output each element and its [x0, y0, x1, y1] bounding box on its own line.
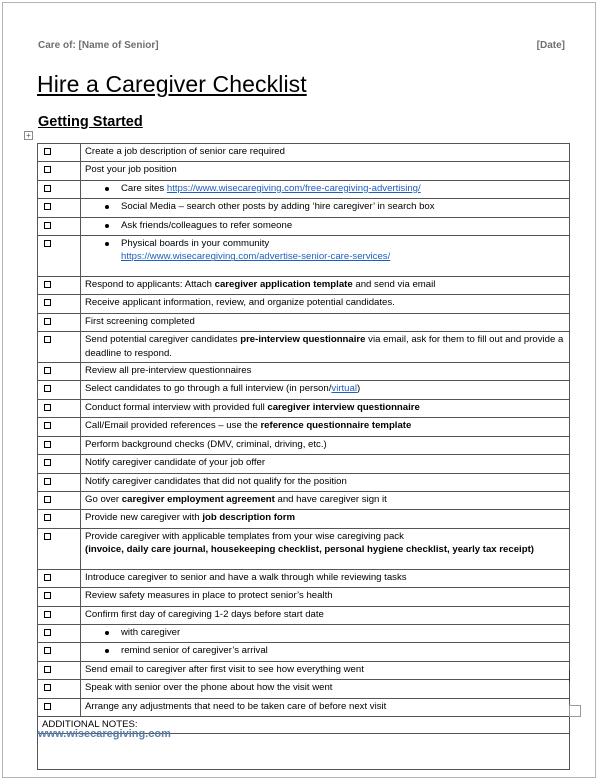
checkbox-cell — [38, 698, 81, 716]
task-cell — [81, 399, 570, 417]
text: Provide new caregiver with — [85, 512, 203, 524]
checklist-row — [38, 528, 570, 569]
link[interactable]: virtual — [331, 383, 357, 395]
text: Perform background checks (DMV, criminal, driving, etc.) — [85, 438, 327, 450]
bold-text: caregiver employment agreement — [121, 493, 275, 505]
checkbox[interactable] — [44, 222, 51, 229]
text: Provide caregiver with applicable templates from your wise caregiving pack — [85, 530, 404, 542]
text: Ask friends/colleagues to refer someone — [121, 219, 293, 231]
text: with caregiver — [121, 626, 181, 638]
task-cell — [81, 199, 570, 217]
checklist-row — [38, 510, 570, 528]
text-cursor — [569, 670, 570, 682]
checkbox[interactable] — [44, 592, 51, 599]
text: and send via email — [352, 279, 436, 291]
task-cell — [81, 313, 570, 331]
text: Send email to caregiver after first visit to see how everything went — [85, 663, 364, 675]
checkbox[interactable] — [44, 703, 51, 710]
checkbox-cell — [38, 588, 81, 606]
checklist-row — [38, 236, 570, 277]
checkbox-cell — [38, 418, 81, 436]
checkbox-cell — [38, 144, 81, 162]
text: Care sites — [121, 182, 167, 194]
bullet-item — [85, 237, 565, 264]
checkbox[interactable] — [44, 203, 51, 210]
checklist-row — [38, 455, 570, 473]
link[interactable]: https://www.wisecaregiving.com/advertise-senior-care-services/ — [121, 251, 391, 263]
bold-text: caregiver application template — [214, 279, 353, 291]
checkbox[interactable] — [44, 240, 51, 247]
text: Introduce caregiver to senior and have a walk through while reviewing tasks — [85, 571, 407, 583]
checkbox-cell — [38, 236, 81, 277]
checklist-row — [38, 473, 570, 491]
bold-text: (invoice, daily care journal, housekeeping checklist, personal hygiene checklist, yearly tax receipt) — [85, 544, 534, 556]
text: Confirm first day of caregiving 1-2 days before start date — [85, 608, 324, 620]
checkbox[interactable] — [44, 299, 51, 306]
task-cell — [81, 162, 570, 180]
checklist-row — [38, 399, 570, 417]
checkbox-cell — [38, 661, 81, 679]
checkbox-cell — [38, 332, 81, 363]
checklist-row — [38, 661, 570, 679]
task-cell — [81, 180, 570, 198]
bullet-list — [85, 237, 565, 264]
task-cell — [81, 363, 570, 381]
text: Send potential caregiver candidates — [85, 334, 241, 346]
text: Notify caregiver candidate of your job offer — [85, 457, 266, 469]
checkbox-cell — [38, 436, 81, 454]
task-cell — [81, 332, 570, 363]
checklist-row — [38, 698, 570, 716]
notes-label: ADDITIONAL NOTES: — [38, 716, 570, 733]
checklist-row — [38, 363, 570, 381]
text: Notify caregiver candidates that did not qualify for the position — [85, 475, 347, 487]
task-cell — [81, 144, 570, 162]
checklist-row — [38, 162, 570, 180]
task-cell — [81, 698, 570, 716]
checklist-row — [38, 332, 570, 363]
checkbox-cell — [38, 180, 81, 198]
checkbox-cell — [38, 313, 81, 331]
checkbox[interactable] — [44, 166, 51, 173]
bullet-item — [85, 200, 565, 213]
checkbox[interactable] — [44, 629, 51, 636]
checklist-row — [38, 217, 570, 235]
checklist-row — [38, 569, 570, 587]
text: Call/Email provided references – use the — [85, 420, 261, 432]
task-cell — [81, 680, 570, 698]
text: Respond to applicants: Attach — [85, 279, 215, 291]
task-cell — [81, 643, 570, 661]
checklist-row — [38, 418, 570, 436]
table-resize-handle-icon[interactable] — [569, 705, 581, 717]
checkbox-cell — [38, 606, 81, 624]
text: and have caregiver sign it — [274, 493, 387, 505]
checkbox-cell — [38, 569, 81, 587]
checklist-row — [38, 313, 570, 331]
task-cell — [81, 510, 570, 528]
task-cell — [81, 569, 570, 587]
task-cell — [81, 277, 570, 295]
checkbox-cell — [38, 199, 81, 217]
checkbox[interactable] — [44, 441, 51, 448]
checkbox[interactable] — [44, 422, 51, 429]
bold-text: caregiver interview questionnaire — [267, 401, 420, 413]
checkbox-cell — [38, 643, 81, 661]
bullet-item — [85, 182, 565, 195]
checklist-row — [38, 680, 570, 698]
task-cell — [81, 295, 570, 313]
checkbox-cell — [38, 624, 81, 642]
text: Speak with senior over the phone about how the visit went — [85, 682, 333, 694]
task-cell — [81, 588, 570, 606]
page-title: Hire a Caregiver Checklist — [37, 71, 307, 97]
bold-text: job description form — [202, 512, 296, 524]
checkbox[interactable] — [44, 318, 51, 325]
text: Post your job position — [85, 164, 177, 176]
checkbox-cell — [38, 528, 81, 569]
checkbox-cell — [38, 363, 81, 381]
checkbox[interactable] — [44, 459, 51, 466]
checkbox[interactable] — [44, 404, 51, 411]
bold-text: pre-interview questionnaire — [240, 334, 366, 346]
table-move-handle-icon[interactable]: + — [24, 131, 33, 140]
checklist-row — [38, 295, 570, 313]
checkbox[interactable] — [44, 611, 51, 618]
checklist-row — [38, 199, 570, 217]
section-title: Getting Started — [38, 114, 143, 130]
checklist-row — [38, 144, 570, 162]
text: Receive applicant information, review, and organize potential candidates. — [85, 297, 395, 309]
checkbox[interactable] — [44, 496, 51, 503]
bullet-item — [85, 626, 565, 639]
text: ) — [356, 383, 361, 395]
task-cell — [81, 381, 570, 399]
text: Arrange any adjustments that need to be taken care of before next visit — [85, 700, 387, 712]
text: Create a job description of senior care required — [85, 146, 285, 157]
checkbox-cell — [38, 162, 81, 180]
bullet-item — [85, 219, 565, 232]
text: Select candidates to go through a full interview (in person/ — [85, 383, 332, 395]
link[interactable]: https://www.wisecaregiving.com/free-caregiving-advertising/ — [166, 182, 421, 194]
checkbox[interactable] — [44, 514, 51, 521]
footer-website: www.wisecaregiving.com — [38, 728, 171, 740]
text: Review safety measures in place to protect senior’s health — [85, 590, 333, 602]
checkbox-cell — [38, 680, 81, 698]
checkbox[interactable] — [44, 185, 51, 192]
care-of-label: Care of: [Name of Senior] — [38, 40, 159, 51]
checkbox-cell — [38, 399, 81, 417]
task-cell — [81, 661, 570, 679]
checklist-table — [37, 143, 570, 770]
text: Conduct formal interview with provided full — [85, 401, 268, 413]
checkbox[interactable] — [44, 574, 51, 581]
checklist-row — [38, 643, 570, 661]
text: Physical boards in your community — [121, 238, 270, 250]
checkbox[interactable] — [44, 367, 51, 374]
checkbox[interactable] — [44, 148, 51, 155]
task-cell — [81, 491, 570, 509]
task-cell — [81, 436, 570, 454]
checkbox[interactable] — [44, 533, 51, 540]
checkbox[interactable] — [44, 684, 51, 691]
task-cell — [81, 624, 570, 642]
bullet-list — [85, 644, 565, 657]
checkbox-cell — [38, 491, 81, 509]
date-label: [Date] — [536, 40, 565, 51]
text: remind senior of caregiver’s arrival — [121, 645, 268, 657]
task-cell — [81, 217, 570, 235]
checkbox-cell — [38, 510, 81, 528]
checkbox[interactable] — [44, 281, 51, 288]
task-cell — [81, 418, 570, 436]
checkbox[interactable] — [44, 647, 51, 654]
text: First screening completed — [85, 315, 195, 327]
checkbox-cell — [38, 455, 81, 473]
bullet-list — [85, 626, 565, 639]
checklist-row — [38, 381, 570, 399]
checkbox-cell — [38, 473, 81, 491]
text: Review all pre-interview questionnaires — [85, 365, 252, 377]
checkbox[interactable] — [44, 666, 51, 673]
bold-text: reference questionnaire template — [260, 420, 412, 432]
task-cell — [81, 236, 570, 277]
checklist-row — [38, 436, 570, 454]
bullet-list — [85, 219, 565, 232]
checkbox-cell — [38, 217, 81, 235]
checklist-row — [38, 588, 570, 606]
task-cell — [81, 455, 570, 473]
task-cell — [81, 606, 570, 624]
bullet-item — [85, 644, 565, 657]
task-cell — [81, 473, 570, 491]
checkbox[interactable] — [44, 336, 51, 343]
checkbox[interactable] — [44, 385, 51, 392]
bullet-list — [85, 200, 565, 213]
checklist-row — [38, 624, 570, 642]
task-cell — [81, 528, 570, 569]
checkbox[interactable] — [44, 478, 51, 485]
checklist-row — [38, 491, 570, 509]
text: Social Media – search other posts by adding ‘hire caregiver’ in search box — [121, 201, 435, 213]
checklist-row — [38, 180, 570, 198]
checkbox-cell — [38, 381, 81, 399]
checkbox-cell — [38, 277, 81, 295]
checkbox-cell — [38, 295, 81, 313]
checklist-row — [38, 277, 570, 295]
text: via email, ask for them to fill out and provide a deadline to respond. — [85, 334, 564, 359]
checklist-row — [38, 606, 570, 624]
text: Go over — [85, 493, 122, 505]
bullet-list — [85, 182, 565, 195]
